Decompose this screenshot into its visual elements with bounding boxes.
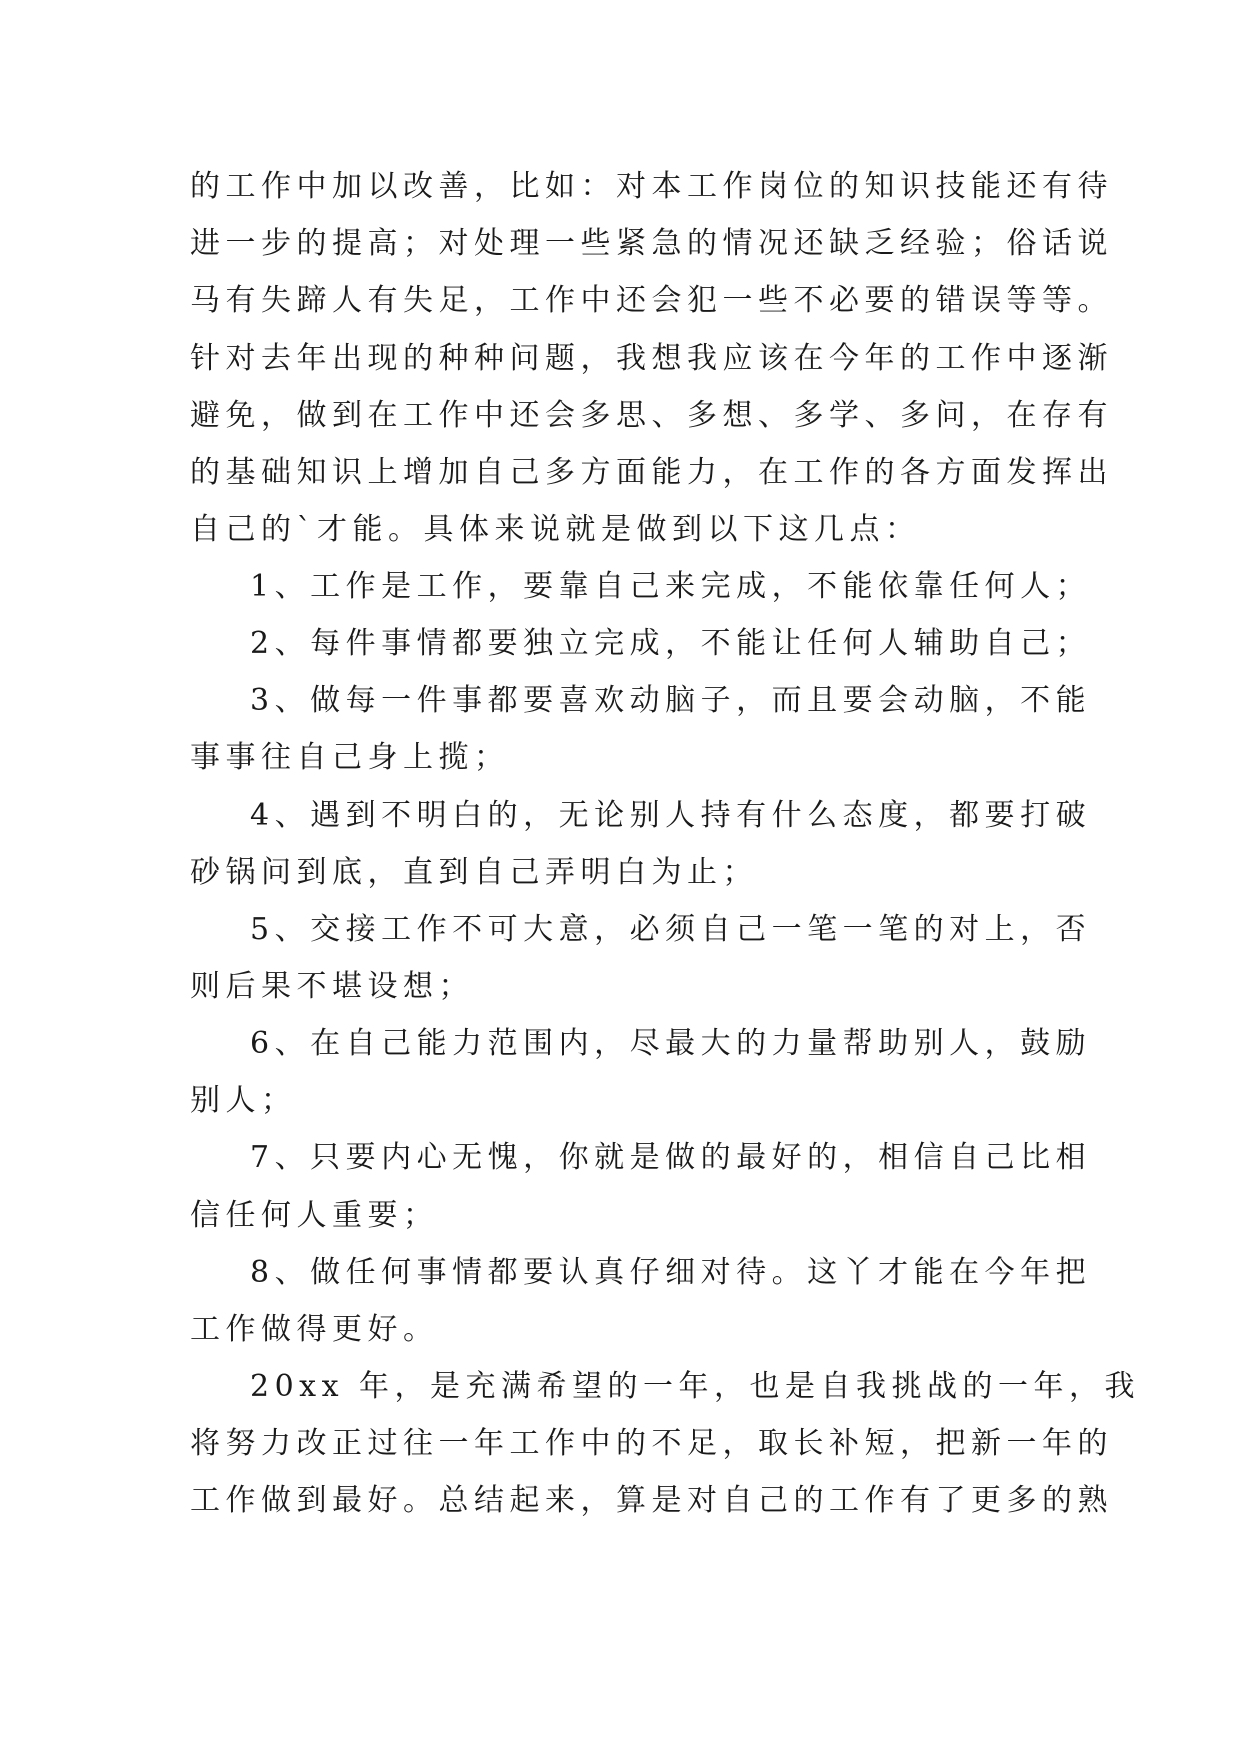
body-text-line: 进一步的提高；对处理一些紧急的情况还缺乏经验；俗话说 xyxy=(190,226,1113,261)
list-item-continuation: 砂锅问到底，直到自己弄明白为止； xyxy=(190,855,758,890)
list-item-line: 2、每件事情都要独立完成，不能让任何人辅助自己； xyxy=(250,626,1092,661)
list-item-continuation: 则后果不堪设想； xyxy=(190,969,474,1004)
list-item-continuation: 别人； xyxy=(190,1083,297,1118)
body-text-line: 工作做到最好。总结起来，算是对自己的工作有了更多的熟 xyxy=(190,1483,1113,1518)
body-text-line: 将努力改正过往一年工作中的不足，取长补短，把新一年的 xyxy=(190,1426,1113,1461)
list-item-line: 4、遇到不明白的，无论别人持有什么态度，都要打破 xyxy=(250,798,1092,833)
body-text-line: 自己的`才能。具体来说就是做到以下这几点： xyxy=(190,512,921,547)
list-item-line: 6、在自己能力范围内，尽最大的力量帮助别人，鼓励 xyxy=(250,1026,1092,1061)
list-item-line: 1、工作是工作，要靠自己来完成，不能依靠任何人； xyxy=(250,569,1092,604)
body-text-line: 避免，做到在工作中还会多思、多想、多学、多问，在存有 xyxy=(190,398,1113,433)
body-text-line: 马有失蹄人有失足，工作中还会犯一些不必要的错误等等。 xyxy=(190,283,1113,318)
body-text-line: 的工作中加以改善，比如：对本工作岗位的知识技能还有待 xyxy=(190,169,1113,204)
body-text-line: 针对去年出现的种种问题，我想我应该在今年的工作中逐渐 xyxy=(190,341,1113,376)
list-item-line: 3、做每一件事都要喜欢动脑子，而且要会动脑，不能 xyxy=(250,683,1092,718)
list-item-line: 7、只要内心无愧，你就是做的最好的，相信自己比相 xyxy=(250,1140,1092,1175)
body-text-line: 的基础知识上增加自己多方面能力，在工作的各方面发挥出 xyxy=(190,455,1113,490)
body-text-line: 20xx 年，是充满希望的一年，也是自我挑战的一年，我 xyxy=(250,1369,1141,1404)
list-item-continuation: 事事往自己身上揽； xyxy=(190,740,510,775)
list-item-continuation: 工作做得更好。 xyxy=(190,1312,439,1347)
list-item-line: 5、交接工作不可大意，必须自己一笔一笔的对上，否 xyxy=(250,912,1092,947)
list-item-continuation: 信任何人重要； xyxy=(190,1198,439,1233)
list-item-line: 8、做任何事情都要认真仔细对待。这丫才能在今年把 xyxy=(250,1255,1092,1290)
